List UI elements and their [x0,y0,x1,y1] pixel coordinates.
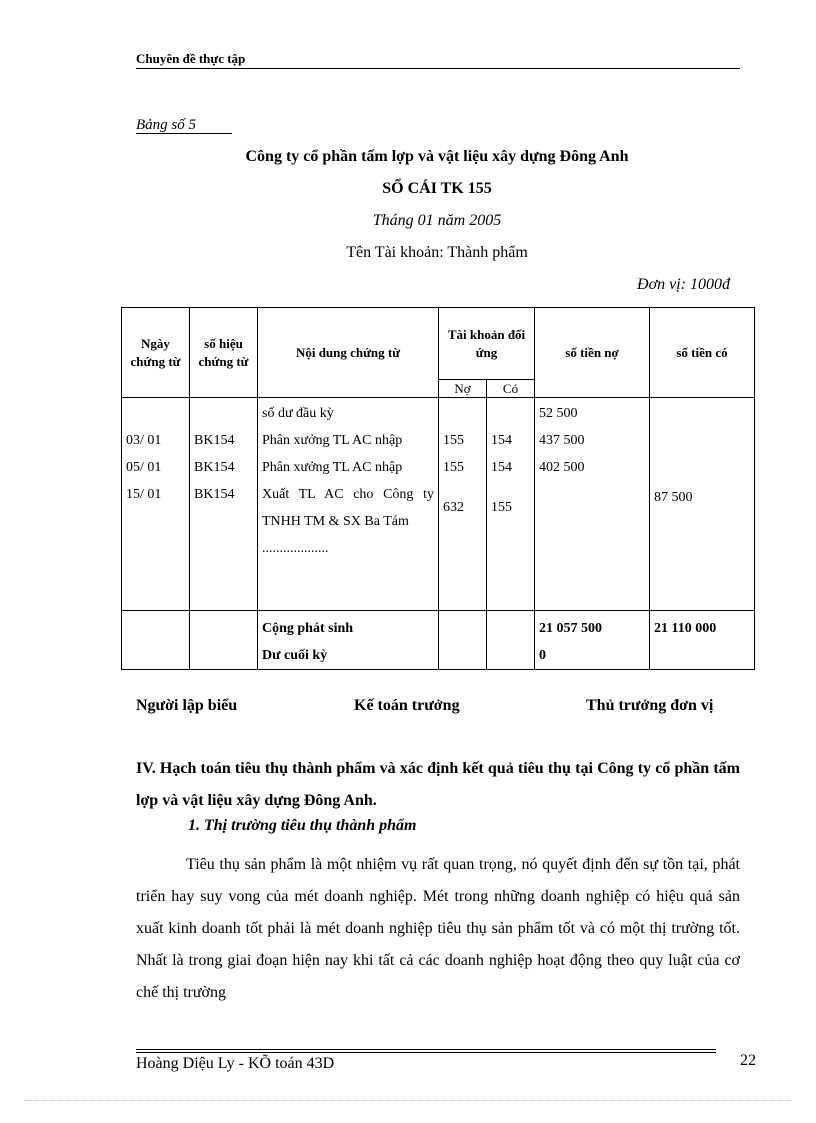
table-row-co: 155 [491,500,512,515]
header-doc-no: số hiệu chứng từ [190,308,258,398]
total-credit-cell [650,611,755,670]
header-corr-account: Tài khoản đối ứng [439,308,535,380]
closing-label: Dư cuối kỳ [262,648,328,663]
total-empty [439,611,487,670]
running-header: Chuyên đề thực tập [136,51,246,66]
opening-debit: 52 500 [539,406,578,421]
content-cell [258,398,439,611]
table-row-debit: 437 500 [539,433,585,448]
closing-debit: 0 [539,648,547,663]
total-credit: 21 110 000 [654,621,717,636]
table-row-co: 154 [491,433,512,448]
ledger-title: SỔ CÁI TK 155 [382,180,492,197]
ellipsis: ................... [262,541,329,556]
table-row-date: 03/ 01 [126,433,162,448]
table-row-no: 155 [443,460,464,475]
header-co: Có [487,380,535,398]
page-bottom-border [24,1100,792,1101]
footer-rule [136,1049,716,1050]
total-empty [487,611,535,670]
signature-head: Thủ trưởng đơn vị [586,697,714,714]
header-debit: số tiền nợ [535,308,650,398]
paragraph-text: Tiêu thụ sản phẩm là một nhiệm vụ rất quan trọng, nó quyết định đến sự tồn tại, phát triển hay suy vong của mét doanh nghiệp. Mét trong những doanh nghiệp có hiệu quả sản xuất kinh doanh tốt phải là mét doanh nghiệp tiêu thụ sản phẩm tốt và có một thị trường tốt. Nhất là trong giai đoạn hiện nay khi tất cả các doanh nghiệp hoạt động theo quy luật của cơ chế thị trường [136,856,740,1001]
table-row-content: Phân xưởng TL AC nhập [262,460,403,475]
table-row-co: 154 [491,460,512,475]
company-name: Công ty cổ phần tấm lợp và vật liệu xây dựng Đông Anh [245,148,629,165]
table-row-debit: 402 500 [539,460,585,475]
body-paragraph [136,849,740,1009]
total-empty [190,611,258,670]
table-row-no: 155 [443,433,464,448]
section-subtitle: 1. Thị trường tiêu thụ thành phẩm [188,817,417,834]
debit-cell [535,398,650,611]
header-content: Nội dung chứng từ [258,308,439,398]
header-rule [136,68,740,69]
table-row-date: 05/ 01 [126,460,162,475]
total-label: Cộng phát sinh [262,621,354,636]
table-row-content: Xuất TL AC cho Công ty TNHH TM & SX Ba Tám [262,487,434,529]
signature-preparer: Người lập biểu [136,697,238,714]
co-cell [487,398,535,611]
table-label: Bảng số 5 [136,117,196,133]
page-number: 22 [740,1052,756,1069]
total-empty [122,611,190,670]
header-no: Nợ [439,380,487,398]
account-name: Tên Tài khoản: Thành phẩm [346,244,528,261]
signature-chief-accountant: Kế toán trưởng [354,697,460,714]
period: Tháng 01 năm 2005 [372,212,502,229]
table-row-doc: BK154 [194,487,235,502]
total-debit-cell [535,611,650,670]
table-label-underline [136,133,232,134]
table-row-doc: BK154 [194,460,235,475]
ledger-table [121,307,755,670]
table-row-doc: BK154 [194,433,235,448]
header-date: Ngày chứng từ [122,308,190,398]
footer-rule [136,1052,716,1053]
date-cell [122,398,190,611]
footer-author: Hoàng Diệu Ly - KÕ toán 43D [136,1055,335,1072]
credit-cell [650,398,755,611]
unit-label: Đơn vị: 1000đ [637,276,730,293]
no-cell [439,398,487,611]
section-title: IV. Hạch toán tiêu thụ thành phẩm và xác định kết quả tiêu thụ tại Công ty cổ phần tấm lợp và vật liệu xây dựng Đông Anh. [136,760,740,809]
table-row-content: Phân xưởng TL AC nhập [262,433,403,448]
total-debit: 21 057 500 [539,621,603,636]
opening-balance-label: số dư đầu kỳ [262,406,334,421]
doc-cell [190,398,258,611]
header-credit: số tiền có [650,308,755,398]
total-content-cell [258,611,439,670]
table-row-credit: 87 500 [654,490,693,505]
table-row-date: 15/ 01 [126,487,162,502]
table-row-no: 632 [443,500,464,515]
